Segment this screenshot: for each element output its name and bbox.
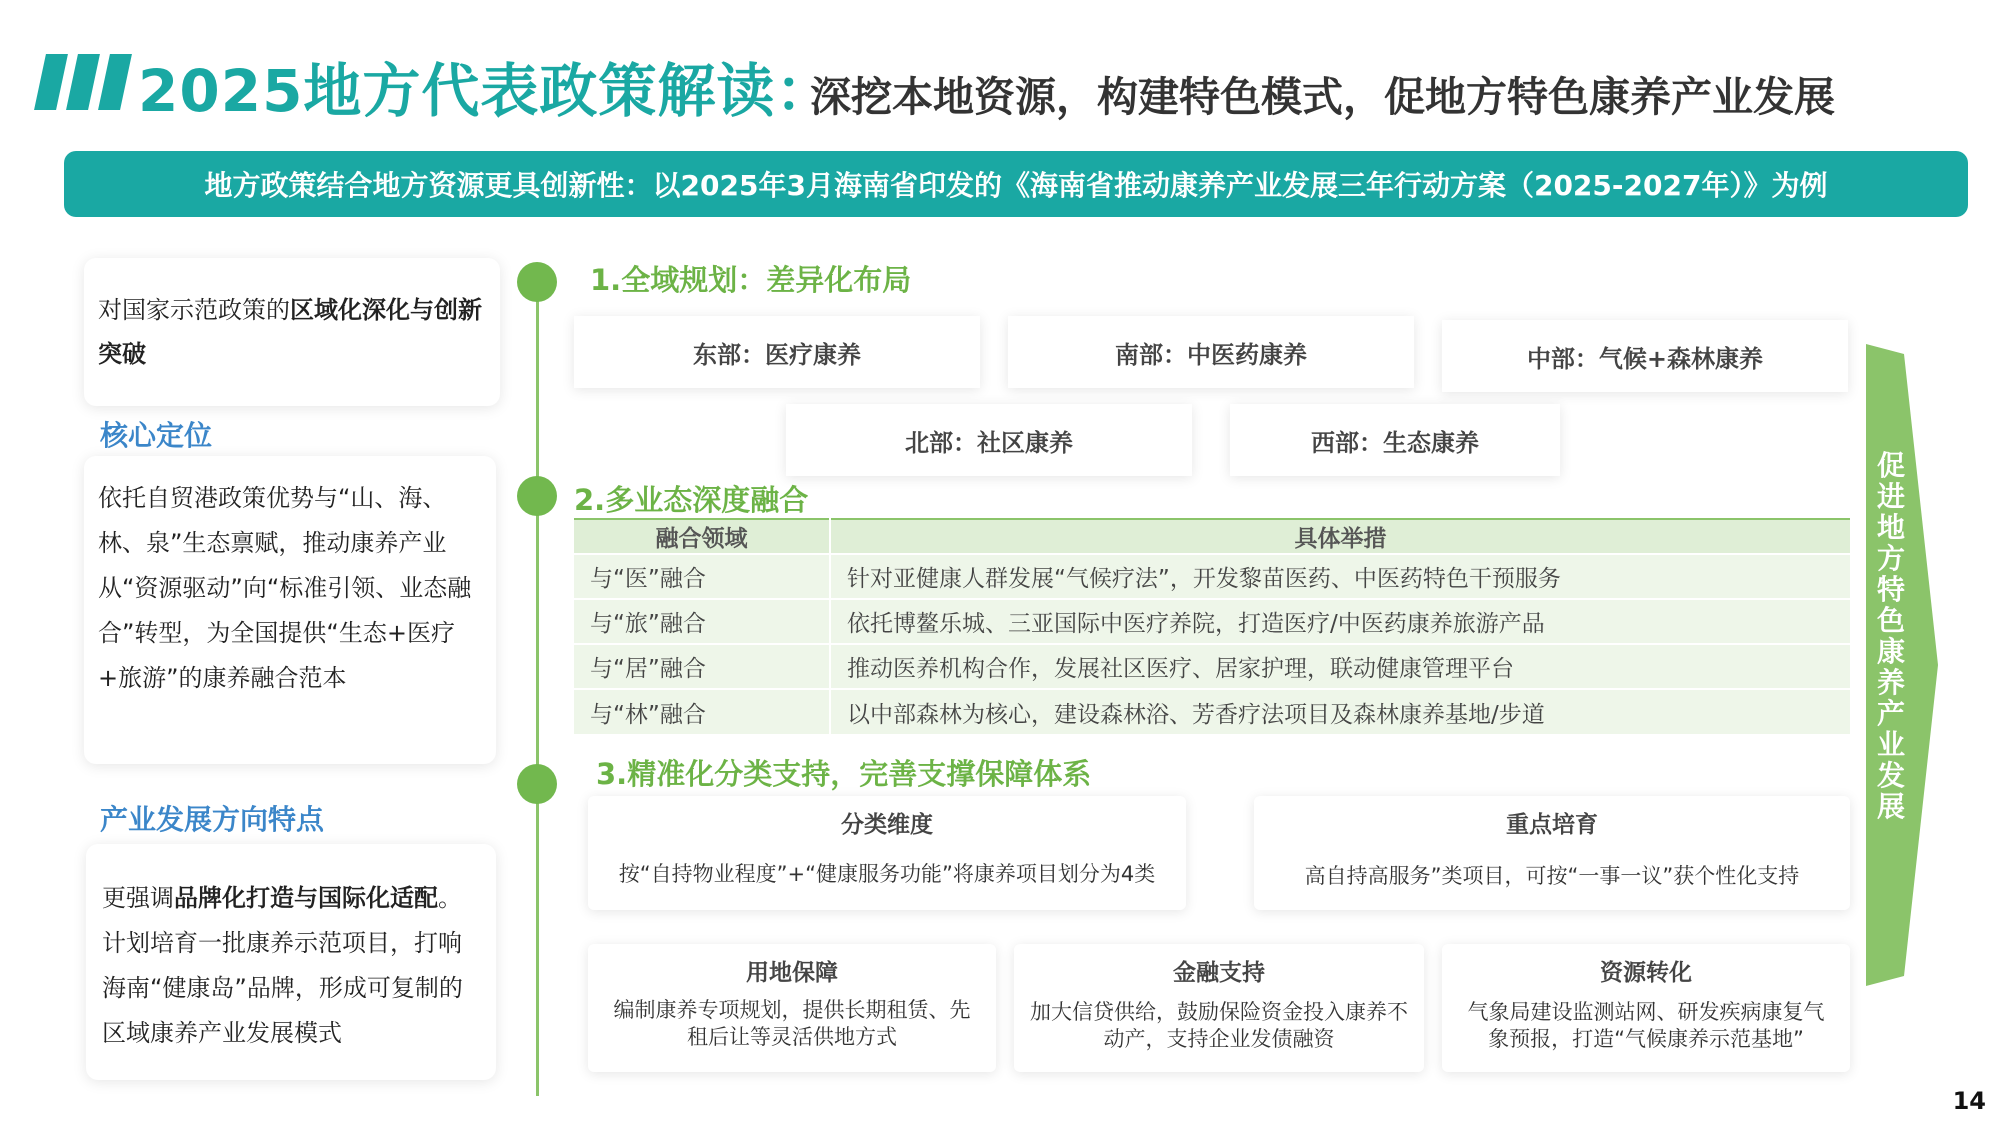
- card3-bold-intl: 国际化适配: [318, 884, 438, 912]
- cell-field: 与“医”融合: [574, 554, 830, 599]
- box-finance-content: [1014, 999, 1424, 1053]
- timeline-dot-1-icon: [517, 262, 557, 302]
- timeline-line: [536, 266, 539, 1096]
- table-row: [574, 644, 1850, 689]
- box-resource-title: 资源转化: [1600, 960, 1692, 986]
- card-innovation: [84, 258, 500, 406]
- page-subtitle: 深挖本地资源，构建特色模式，促地方特色康养产业发展: [810, 73, 1835, 121]
- box-land-line-2: 租后让等灵活供地方式: [687, 1025, 897, 1049]
- promotion-arrow-text: 促进地方特色康养产业发展: [1876, 449, 1905, 823]
- card3-prefix: 更强调: [102, 884, 174, 912]
- cell-measure: 推动医养机构合作，发展社区医疗、居家护理，联动健康管理平台: [830, 644, 1850, 689]
- fusion-table: [574, 518, 1850, 734]
- table-row: [574, 554, 1850, 599]
- timeline-dot-2-icon: [517, 476, 557, 516]
- card-innovation-prefix: 对国家示范政策的: [98, 296, 290, 324]
- box-key-cultivation-content: 高自持高服务”类项目，可按“一事一议”获个性化支持: [1304, 864, 1800, 888]
- timeline-dot-3-icon: [517, 764, 557, 804]
- page-number: 14: [1952, 1087, 1986, 1115]
- region-east: 东部：医疗康养: [574, 316, 980, 388]
- section-core-positioning: 核心定位: [100, 419, 213, 452]
- policy-banner: 地方政策结合地方资源更具创新性：以2025年3月海南省印发的《海南省推动康养产业发展三年行动方案（2025-2027年）》为例: [64, 151, 1968, 217]
- region-south: 南部：中医药康养: [1008, 316, 1414, 388]
- cell-measure: 针对亚健康人群发展“气候疗法”，开发黎苗医药、中医药特色干预服务: [830, 554, 1850, 599]
- header-measure: 具体举措: [830, 519, 1850, 554]
- card-industry-direction: [86, 844, 496, 1080]
- region-central: 中部：气候+森林康养: [1442, 320, 1848, 392]
- section-industry-direction: 产业发展方向特点: [100, 803, 325, 836]
- table-row: [574, 689, 1850, 734]
- cell-field: 与“林”融合: [574, 689, 830, 734]
- box-land-line-1: 编制康养专项规划，提供长期租赁、先: [613, 998, 971, 1022]
- box-finance-line-1: 加大信贷供给，鼓励保险资金投入康养不: [1030, 1000, 1408, 1024]
- box-classification-content: 按“自持物业程度”+“健康服务功能”将康养项目划分为4类: [618, 862, 1156, 886]
- box-key-cultivation-title: 重点培育: [1506, 812, 1598, 838]
- region-north: 北部：社区康养: [786, 404, 1192, 476]
- box-resource-line-1: 气象局建设监测站网、研发疾病康复气: [1467, 1000, 1825, 1024]
- heading-support: 3.精准化分类支持，完善支撑保障体系: [596, 757, 1092, 791]
- region-west: 西部：生态康养: [1230, 404, 1560, 476]
- table-row: [574, 599, 1850, 644]
- box-finance-title: 金融支持: [1173, 960, 1265, 986]
- box-land-content: [588, 997, 996, 1051]
- heading-fusion: 2.多业态深度融合: [574, 483, 809, 517]
- cell-measure: 依托博鳌乐城、三亚国际中医疗养院，打造医疗/中医药康养旅游产品: [830, 599, 1850, 644]
- header-field: 融合领域: [574, 519, 830, 554]
- card-core-positioning: 依托自贸港政策优势与“山、海、林、泉”生态禀赋，推动康养产业从“资源驱动”向“标准引领、业态融合”转型，为全国提供“生态+医疗+旅游”的康养融合范本: [84, 456, 496, 764]
- card-innovation-bold: 区域化深化与创新突破: [98, 296, 482, 368]
- box-resource: [1442, 944, 1850, 1072]
- cell-field: 与“旅”融合: [574, 599, 830, 644]
- cell-field: 与“居”融合: [574, 644, 830, 689]
- box-resource-line-2: 象预报，打造“气候康养示范基地”: [1488, 1027, 1804, 1051]
- page-title: 2025地方代表政策解读：: [138, 57, 835, 125]
- box-key-cultivation: [1254, 796, 1850, 910]
- heading-planning: 1.全域规划：差异化布局: [590, 263, 912, 297]
- title-bars-icon: [40, 54, 126, 110]
- box-classification: [588, 796, 1186, 910]
- box-finance: [1014, 944, 1424, 1072]
- box-classification-title: 分类维度: [841, 812, 933, 838]
- box-land-title: 用地保障: [746, 960, 838, 986]
- card3-rest: 。计划培育一批康养示范项目，打响海南“健康岛”品牌，形成可复制的区域康养产业发展模式: [102, 884, 463, 1047]
- box-resource-content: [1442, 999, 1850, 1053]
- card3-mid: 与: [294, 884, 318, 912]
- card3-bold-brand: 品牌化打造: [174, 884, 294, 912]
- table-header-row: [574, 519, 1850, 554]
- box-land: [588, 944, 996, 1072]
- cell-measure: 以中部森林为核心，建设森林浴、芳香疗法项目及森林康养基地/步道: [830, 689, 1850, 734]
- box-finance-line-2: 动产，支持企业发债融资: [1103, 1027, 1335, 1051]
